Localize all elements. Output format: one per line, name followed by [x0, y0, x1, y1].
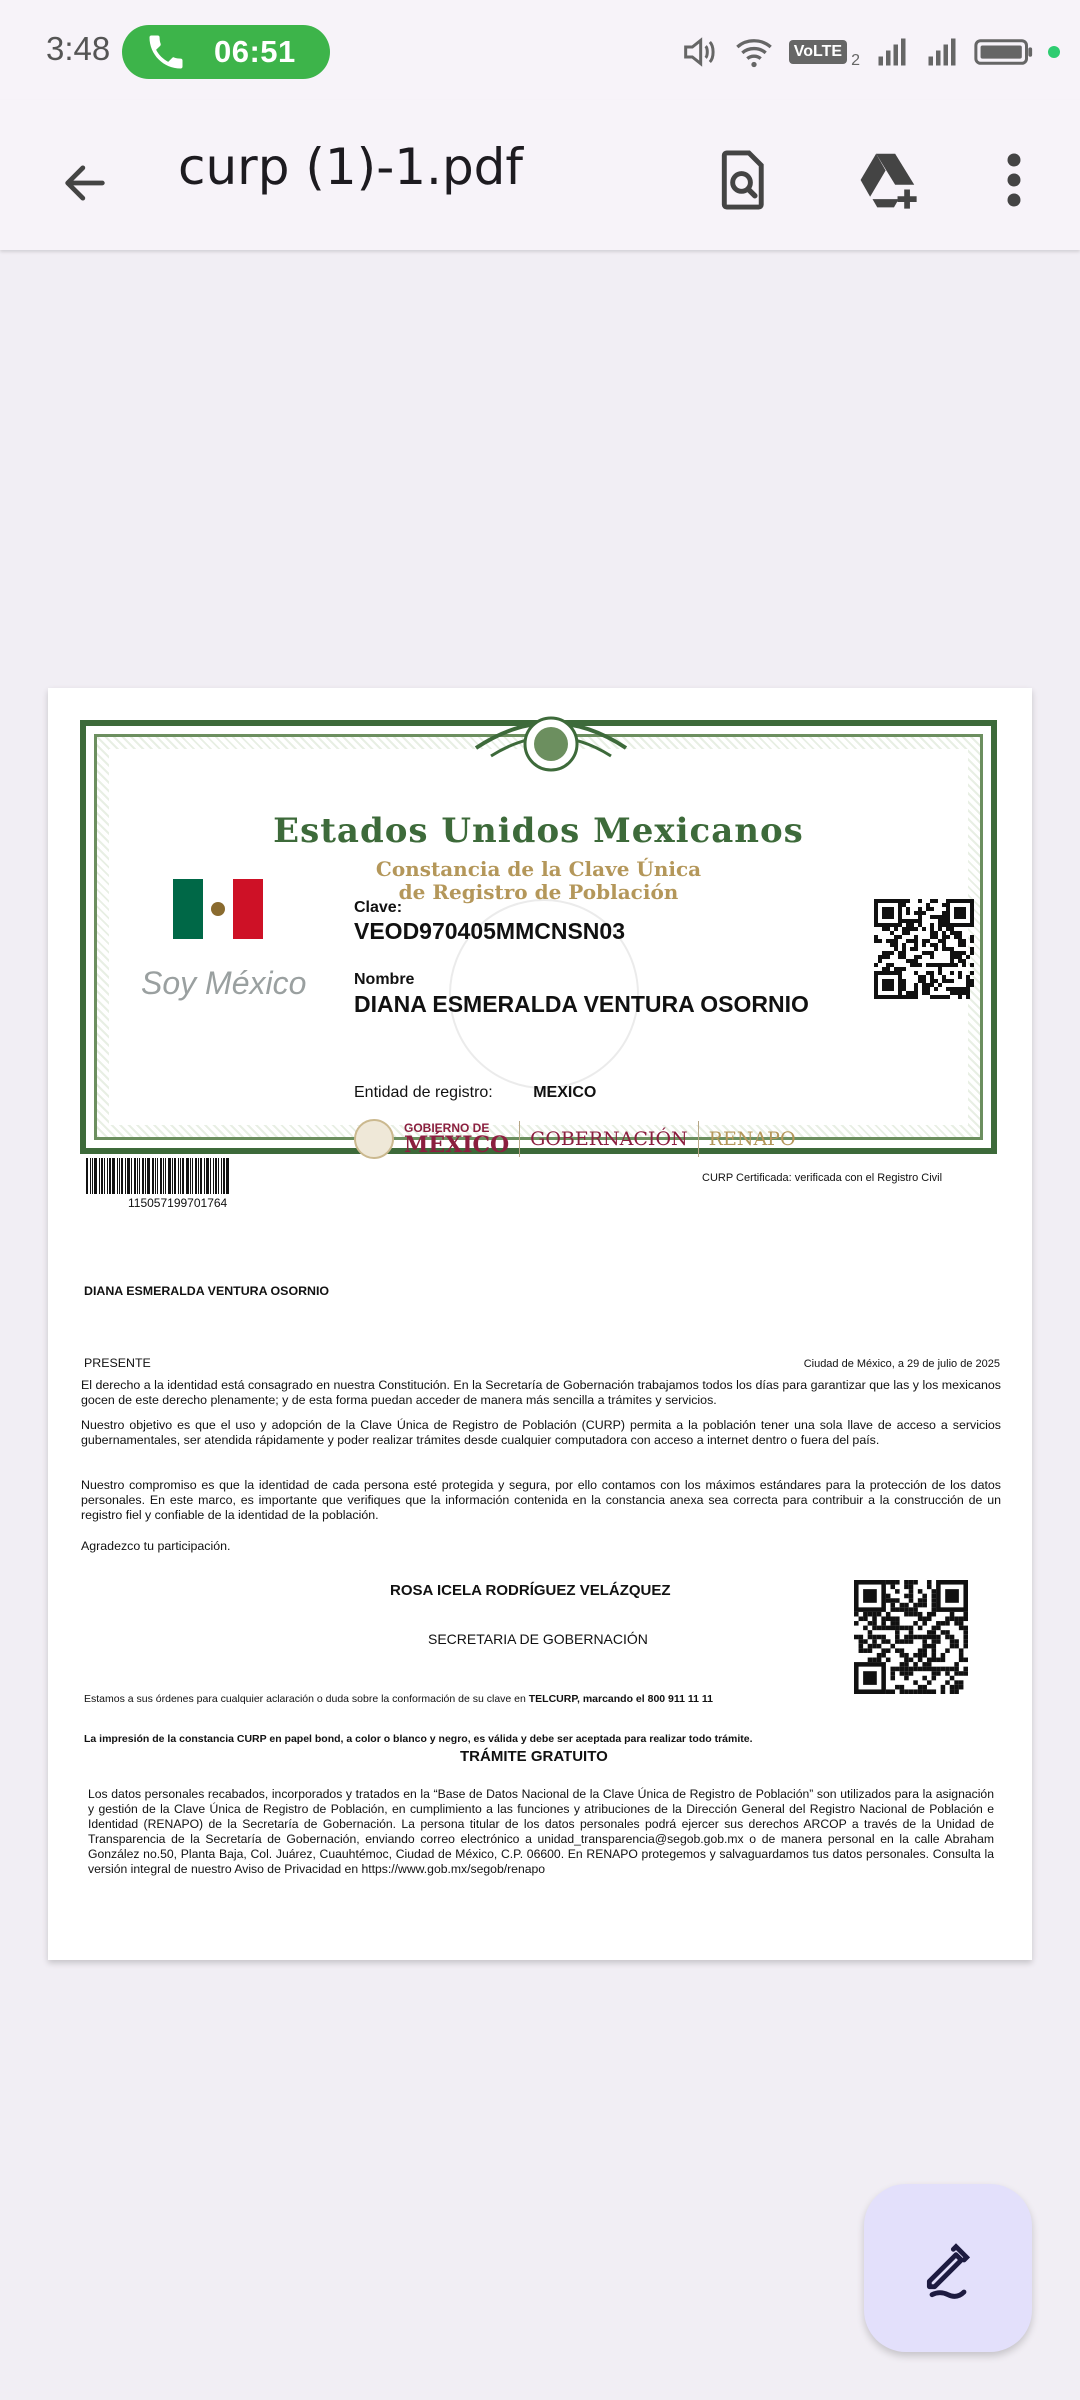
presente-label: PRESENTE — [84, 1356, 151, 1370]
recipient-name: DIANA ESMERALDA VENTURA OSORNIO — [84, 1284, 330, 1298]
barcode-number: 115057199701764 — [128, 1196, 228, 1210]
gobernacion-logo: GOBERNACIÓN — [530, 1128, 688, 1150]
entidad-value: MEXICO — [533, 1084, 597, 1101]
contact-line: Estamos a sus órdenes para cualquier aclaración o duda sobre la conformación de su clave en TELCURP, marcando el 800 911 11 11 — [84, 1693, 714, 1705]
print-notice: La impresión de la constancia CURP en papel bond, a color o blanco y negro, es válida y debe ser aceptada para realizar todo trámite. — [84, 1733, 753, 1745]
call-duration: 06:51 — [214, 34, 296, 69]
search-in-document-button[interactable] — [694, 130, 794, 230]
annotate-fab[interactable] — [864, 2184, 1032, 2352]
more-options-button[interactable] — [964, 130, 1064, 230]
add-to-drive-button[interactable] — [838, 130, 938, 230]
soy-mexico-slogan: Soy México — [141, 965, 307, 1001]
certificate-subtitle-1: Constancia de la Clave Única — [375, 857, 702, 881]
battery-icon — [974, 35, 1034, 69]
status-time: 3:48 — [46, 30, 111, 67]
certificate-title: Estados Unidos Mexicanos — [273, 811, 804, 851]
thanks-text: Agradezco tu participación. — [81, 1539, 231, 1553]
top-app-bar — [0, 100, 1080, 250]
certificate-subtitle-2: de Registro de Población — [398, 880, 679, 904]
paragraph-2: Nuestro objetivo es que el uso y adopción de la Clave Única de Registro de Población (CURP) permita a la población tener una sola llave de acceso a servicios gubernamentales, ser atendida rápidamente y poder realizar trámites desde cualquier computadora con acceso a internet dentro o fuera del país. — [81, 1418, 1001, 1447]
certified-note: CURP Certificada: verificada con el Registro Civil — [702, 1172, 943, 1184]
coat-of-arms-crest-icon — [466, 708, 636, 788]
paragraph-1: El derecho a la identidad está consagrado en nuestra Constitución. En la Secretaría de Gobernación trabajamos todos los días para garantizar que las y los mexicanos gocen de este derecho plenamente; y de esta forma puedan acceder de manera más sencilla a trámites y servicios. — [81, 1378, 1001, 1407]
ongoing-call-chip[interactable] — [122, 25, 330, 79]
curp-certificate — [80, 720, 997, 1158]
nombre-label: Nombre — [354, 971, 415, 988]
more-vert-icon — [1004, 150, 1024, 210]
back-button[interactable] — [40, 138, 130, 228]
government-logos — [354, 1117, 796, 1161]
nombre-value: DIANA ESMERALDA VENTURA OSORNIO — [354, 991, 809, 1017]
paragraph-3: Nuestro compromiso es que la identidad de cada persona esté protegida y segura, por ello contamos con los máximos estándares para la protección de los datos personales. En este marco, es importante que verifiques que la información contenida en la constancia anexa sea correcta para contribuir a la construcción de un registro fiel y confiable de la identidad de la población. — [81, 1478, 1001, 1522]
signal-2-icon — [924, 34, 960, 70]
status-bar — [0, 0, 1080, 100]
status-icons — [679, 30, 1060, 74]
qr-code-certificate — [874, 899, 974, 1003]
gobierno-seal-icon — [354, 1119, 394, 1159]
back-arrow-icon — [59, 157, 111, 209]
renapo-logo: RENAPO — [708, 1128, 796, 1150]
privacy-indicator-dot — [1048, 46, 1060, 58]
qr-code-signature — [854, 1580, 968, 1694]
file-name-title: curp (1)-1.pdf — [178, 138, 524, 196]
certificate-body — [109, 749, 968, 1158]
signer-name: ROSA ICELA RODRÍGUEZ VELÁZQUEZ — [390, 1582, 671, 1599]
signal-1-icon — [874, 34, 910, 70]
certificate-border — [94, 734, 983, 1158]
place-date: Ciudad de México, a 29 de julio de 2025 — [803, 1358, 1000, 1370]
phone-icon — [144, 30, 188, 74]
clave-value: VEOD970405MMCNSN03 — [354, 918, 626, 944]
signer-title: SECRETARIA DE GOBERNACIÓN — [428, 1631, 648, 1647]
entidad-label: Entidad de registro: — [354, 1084, 493, 1101]
search-document-icon — [714, 148, 774, 212]
entidad-row — [354, 1084, 596, 1102]
volume-icon — [679, 32, 719, 72]
privacy-notice: Los datos personales recabados, incorporados y tratados en la “Base de Datos Nacional de la Clave Única de Registro de Población” son utilizados para la asignación y gestión de la Clave Única de Registro de Población, en cumplimiento a las funciones y atribuciones de la Dirección General del Registro Nacional de Población e Identidad (RENAPO) de la Secretaría de Gobernación. La persona titular de los datos personales podrá ejercer sus derechos ARCOP a través de la Unidad de Transparencia de la Secretaría de Gobernación, enviando correo electrónico a unidad_transparencia@segob.gob.mx o de manera personal en la calle Abraham González no.50, Planta Baja, Col. Juárez, Cuauhtémoc, Ciudad de México, C.P. 06600. En RENAPO protegemos y salvaguardamos tus datos personales. Consulta la versión integral de nuestro Aviso de Privacidad en https://www.gob.mx/segob/renapo — [88, 1787, 994, 1876]
pdf-page[interactable] — [48, 688, 1032, 1960]
barcode — [86, 1158, 278, 1194]
gobierno-de-mexico-logo: GOBIERNO DE MÉXICO — [404, 1121, 510, 1158]
mexico-flag-icon — [173, 879, 263, 939]
wifi-icon — [733, 32, 775, 72]
clave-label: Clave: — [354, 899, 403, 916]
sim-indicator: 2 — [851, 52, 860, 69]
drive-add-icon — [854, 149, 922, 211]
edit-pen-icon — [916, 2236, 980, 2300]
free-procedure-label: TRÁMITE GRATUITO — [460, 1748, 608, 1765]
volte-badge: VoLTE — [789, 40, 847, 64]
